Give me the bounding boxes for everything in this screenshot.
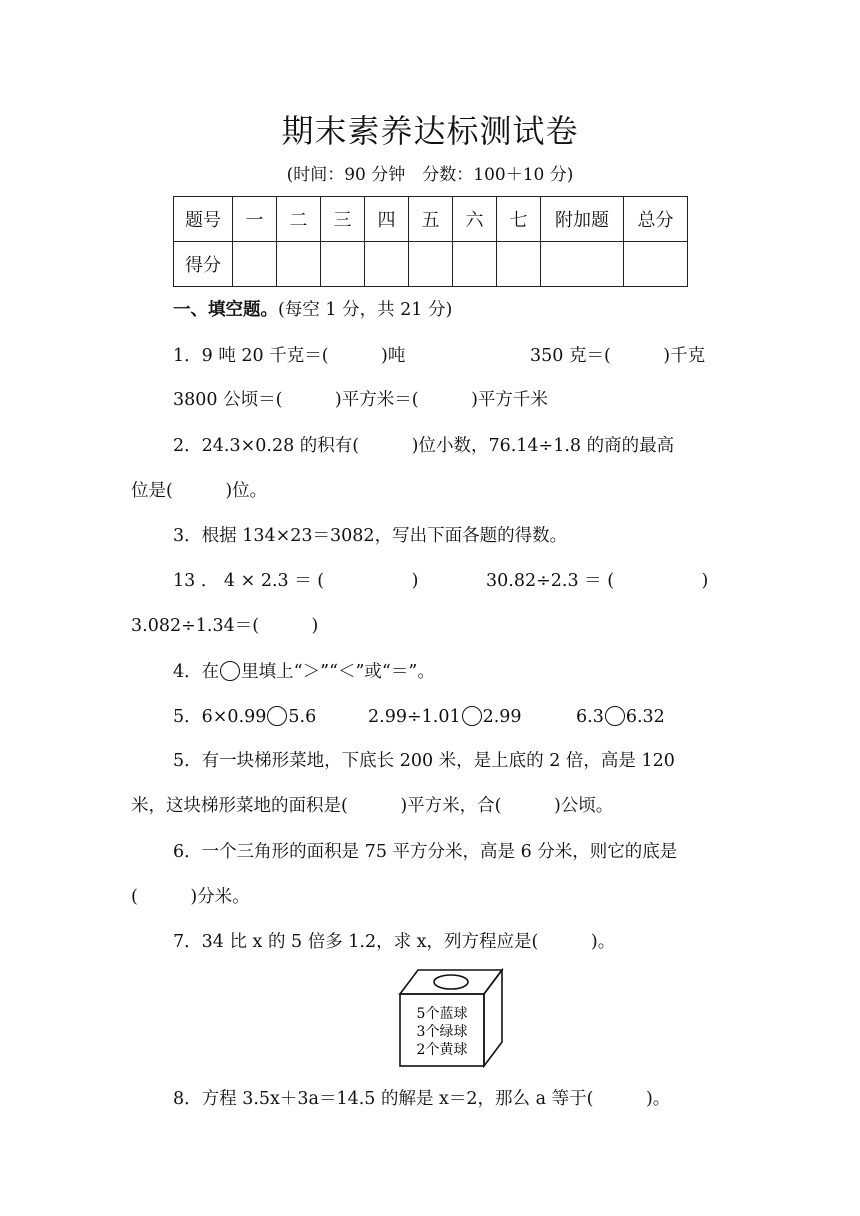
box-side-face	[484, 970, 502, 1066]
compare-left: 6.3	[576, 707, 604, 727]
compare-right: 2.99	[482, 707, 522, 727]
row-label: 得分	[174, 242, 233, 287]
compare-item-1	[173, 705, 316, 729]
section-note: (每空 1 分，共 21 分)	[278, 300, 453, 320]
question-1c: 3800 公顷＝( )平方米＝( )平方千米	[173, 390, 548, 410]
question-2a: 2．24.3×0.28 的积有( )位小数，76.14÷1.8 的商的最高	[173, 436, 675, 456]
header-cell: 五	[409, 197, 453, 242]
compare-circle-input[interactable]	[605, 706, 625, 726]
question-2b: 位是( )位。	[131, 481, 268, 501]
question-4	[173, 660, 435, 684]
compare-left: 5．6×0.99	[173, 707, 267, 727]
compare-circle-input[interactable]	[462, 706, 482, 726]
header-cell: 七	[497, 197, 541, 242]
box-hole-icon	[434, 975, 468, 989]
question-3d: 3.082÷1.34＝( )	[131, 616, 319, 636]
question-1b: 350 克＝( )千克	[530, 346, 706, 366]
score-table-header-row	[174, 197, 688, 242]
circle-icon	[220, 661, 240, 681]
header-cell: 二	[277, 197, 321, 242]
compare-right: 6.32	[625, 707, 665, 727]
score-cell[interactable]	[277, 242, 321, 287]
section-heading	[173, 298, 452, 322]
page-title: 期末素养达标测试卷	[281, 112, 579, 150]
question-5a: 5．有一块梯形菜地，下底长 200 米，是上底的 2 倍，高是 120	[173, 751, 675, 771]
box-label-2: 3个绿球	[416, 1024, 468, 1040]
ball-box-illustration	[398, 968, 504, 1068]
question-1a: 1．9 吨 20 千克＝( )吨	[173, 346, 406, 366]
box-label-1: 5个蓝球	[416, 1006, 468, 1022]
score-table-score-row	[174, 242, 688, 287]
score-cell[interactable]	[453, 242, 497, 287]
header-cell: 总分	[624, 197, 688, 242]
question-3b: 13 ． 4 × 2.3 ＝ ( )	[173, 571, 419, 591]
question-7: 7．34 比 x 的 5 倍多 1.2，求 x，列方程应是( )。	[173, 932, 616, 952]
score-cell[interactable]	[365, 242, 409, 287]
header-cell: 题号	[174, 197, 233, 242]
compare-item-2	[368, 705, 522, 729]
header-cell: 四	[365, 197, 409, 242]
score-table	[173, 196, 688, 287]
question-6b: ( )分米。	[131, 887, 250, 907]
question-4-suffix: 里填上“＞”“＜”或“＝”。	[241, 662, 435, 682]
compare-left: 2.99÷1.01	[368, 707, 461, 727]
compare-circle-input[interactable]	[267, 706, 287, 726]
header-cell: 六	[453, 197, 497, 242]
question-6a: 6．一个三角形的面积是 75 平方分米，高是 6 分米，则它的底是	[173, 842, 678, 862]
question-8: 8．方程 3.5x＋3a＝14.5 的解是 x＝2，那么 a 等于( )。	[173, 1089, 671, 1109]
box-label-3: 2个黄球	[416, 1042, 468, 1058]
compare-right: 5.6	[288, 707, 317, 727]
page-subtitle: (时间：90 分钟 分数：100＋10 分)	[286, 165, 574, 185]
question-3a: 3．根据 134×23＝3082，写出下面各题的得数。	[173, 526, 568, 546]
score-cell[interactable]	[541, 242, 624, 287]
section-title: 一、填空题。	[173, 300, 278, 320]
header-cell: 附加题	[541, 197, 624, 242]
question-4-prefix: 4．在	[173, 662, 220, 682]
score-cell[interactable]	[321, 242, 365, 287]
score-cell[interactable]	[624, 242, 688, 287]
score-cell[interactable]	[233, 242, 277, 287]
header-cell: 一	[233, 197, 277, 242]
compare-item-3	[576, 705, 665, 729]
header-cell: 三	[321, 197, 365, 242]
question-5b: 米，这块梯形菜地的面积是( )平方米，合( )公顷。	[131, 796, 614, 816]
score-cell[interactable]	[409, 242, 453, 287]
question-3c: 30.82÷2.3 ＝ ( )	[486, 571, 709, 591]
score-cell[interactable]	[497, 242, 541, 287]
